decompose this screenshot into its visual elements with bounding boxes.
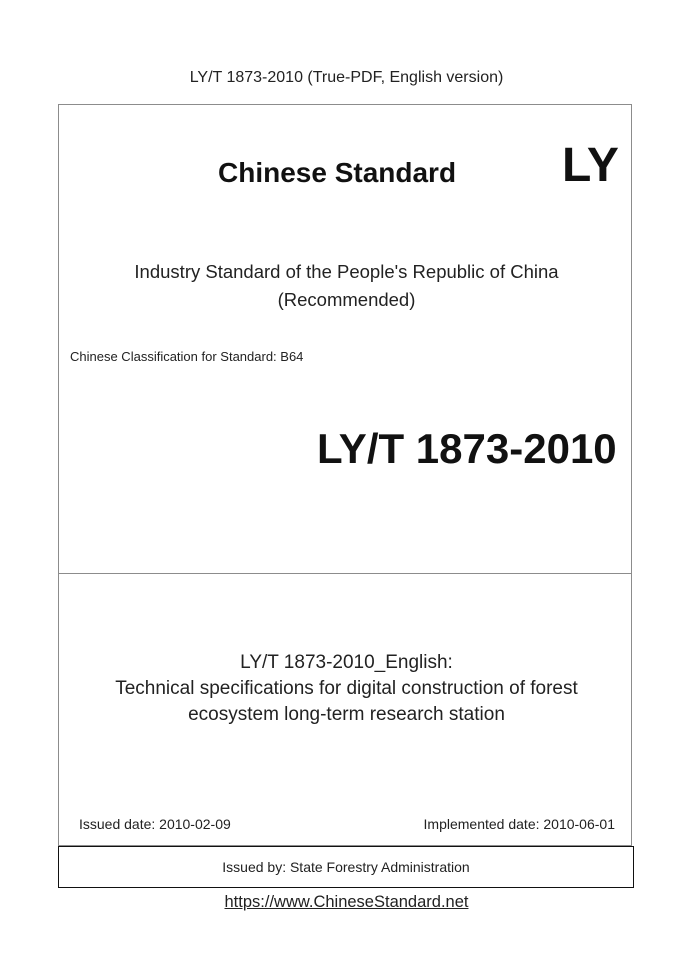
website-link[interactable]: https://www.ChineseStandard.net <box>224 893 469 911</box>
issued-date: Issued date: 2010-02-09 <box>79 816 231 832</box>
classification-text: Chinese Classification for Standard: B64 <box>70 349 304 364</box>
standard-code-mark: LY <box>562 139 619 192</box>
document-header-title: LY/T 1873-2010 (True-PDF, English version) <box>189 69 504 86</box>
title-line-1: LY/T 1873-2010_English: <box>240 652 453 673</box>
standard-number: LY/T 1873-2010 <box>317 425 617 472</box>
title-line-3: ecosystem long-term research station <box>188 704 505 725</box>
industry-standard-text <box>0 258 693 314</box>
issuer-box <box>58 846 634 888</box>
industry-line-1: Industry Standard of the People's Republic of China <box>134 261 559 282</box>
implemented-date: Implemented date: 2010-06-01 <box>423 816 615 832</box>
standard-heading: Chinese Standard <box>218 157 457 188</box>
industry-line-2: (Recommended) <box>277 289 416 310</box>
issuer-text: Issued by: State Forestry Administration <box>222 859 470 875</box>
title-line-2: Technical specifications for digital construction of forest <box>115 678 578 699</box>
document-title <box>0 650 693 728</box>
